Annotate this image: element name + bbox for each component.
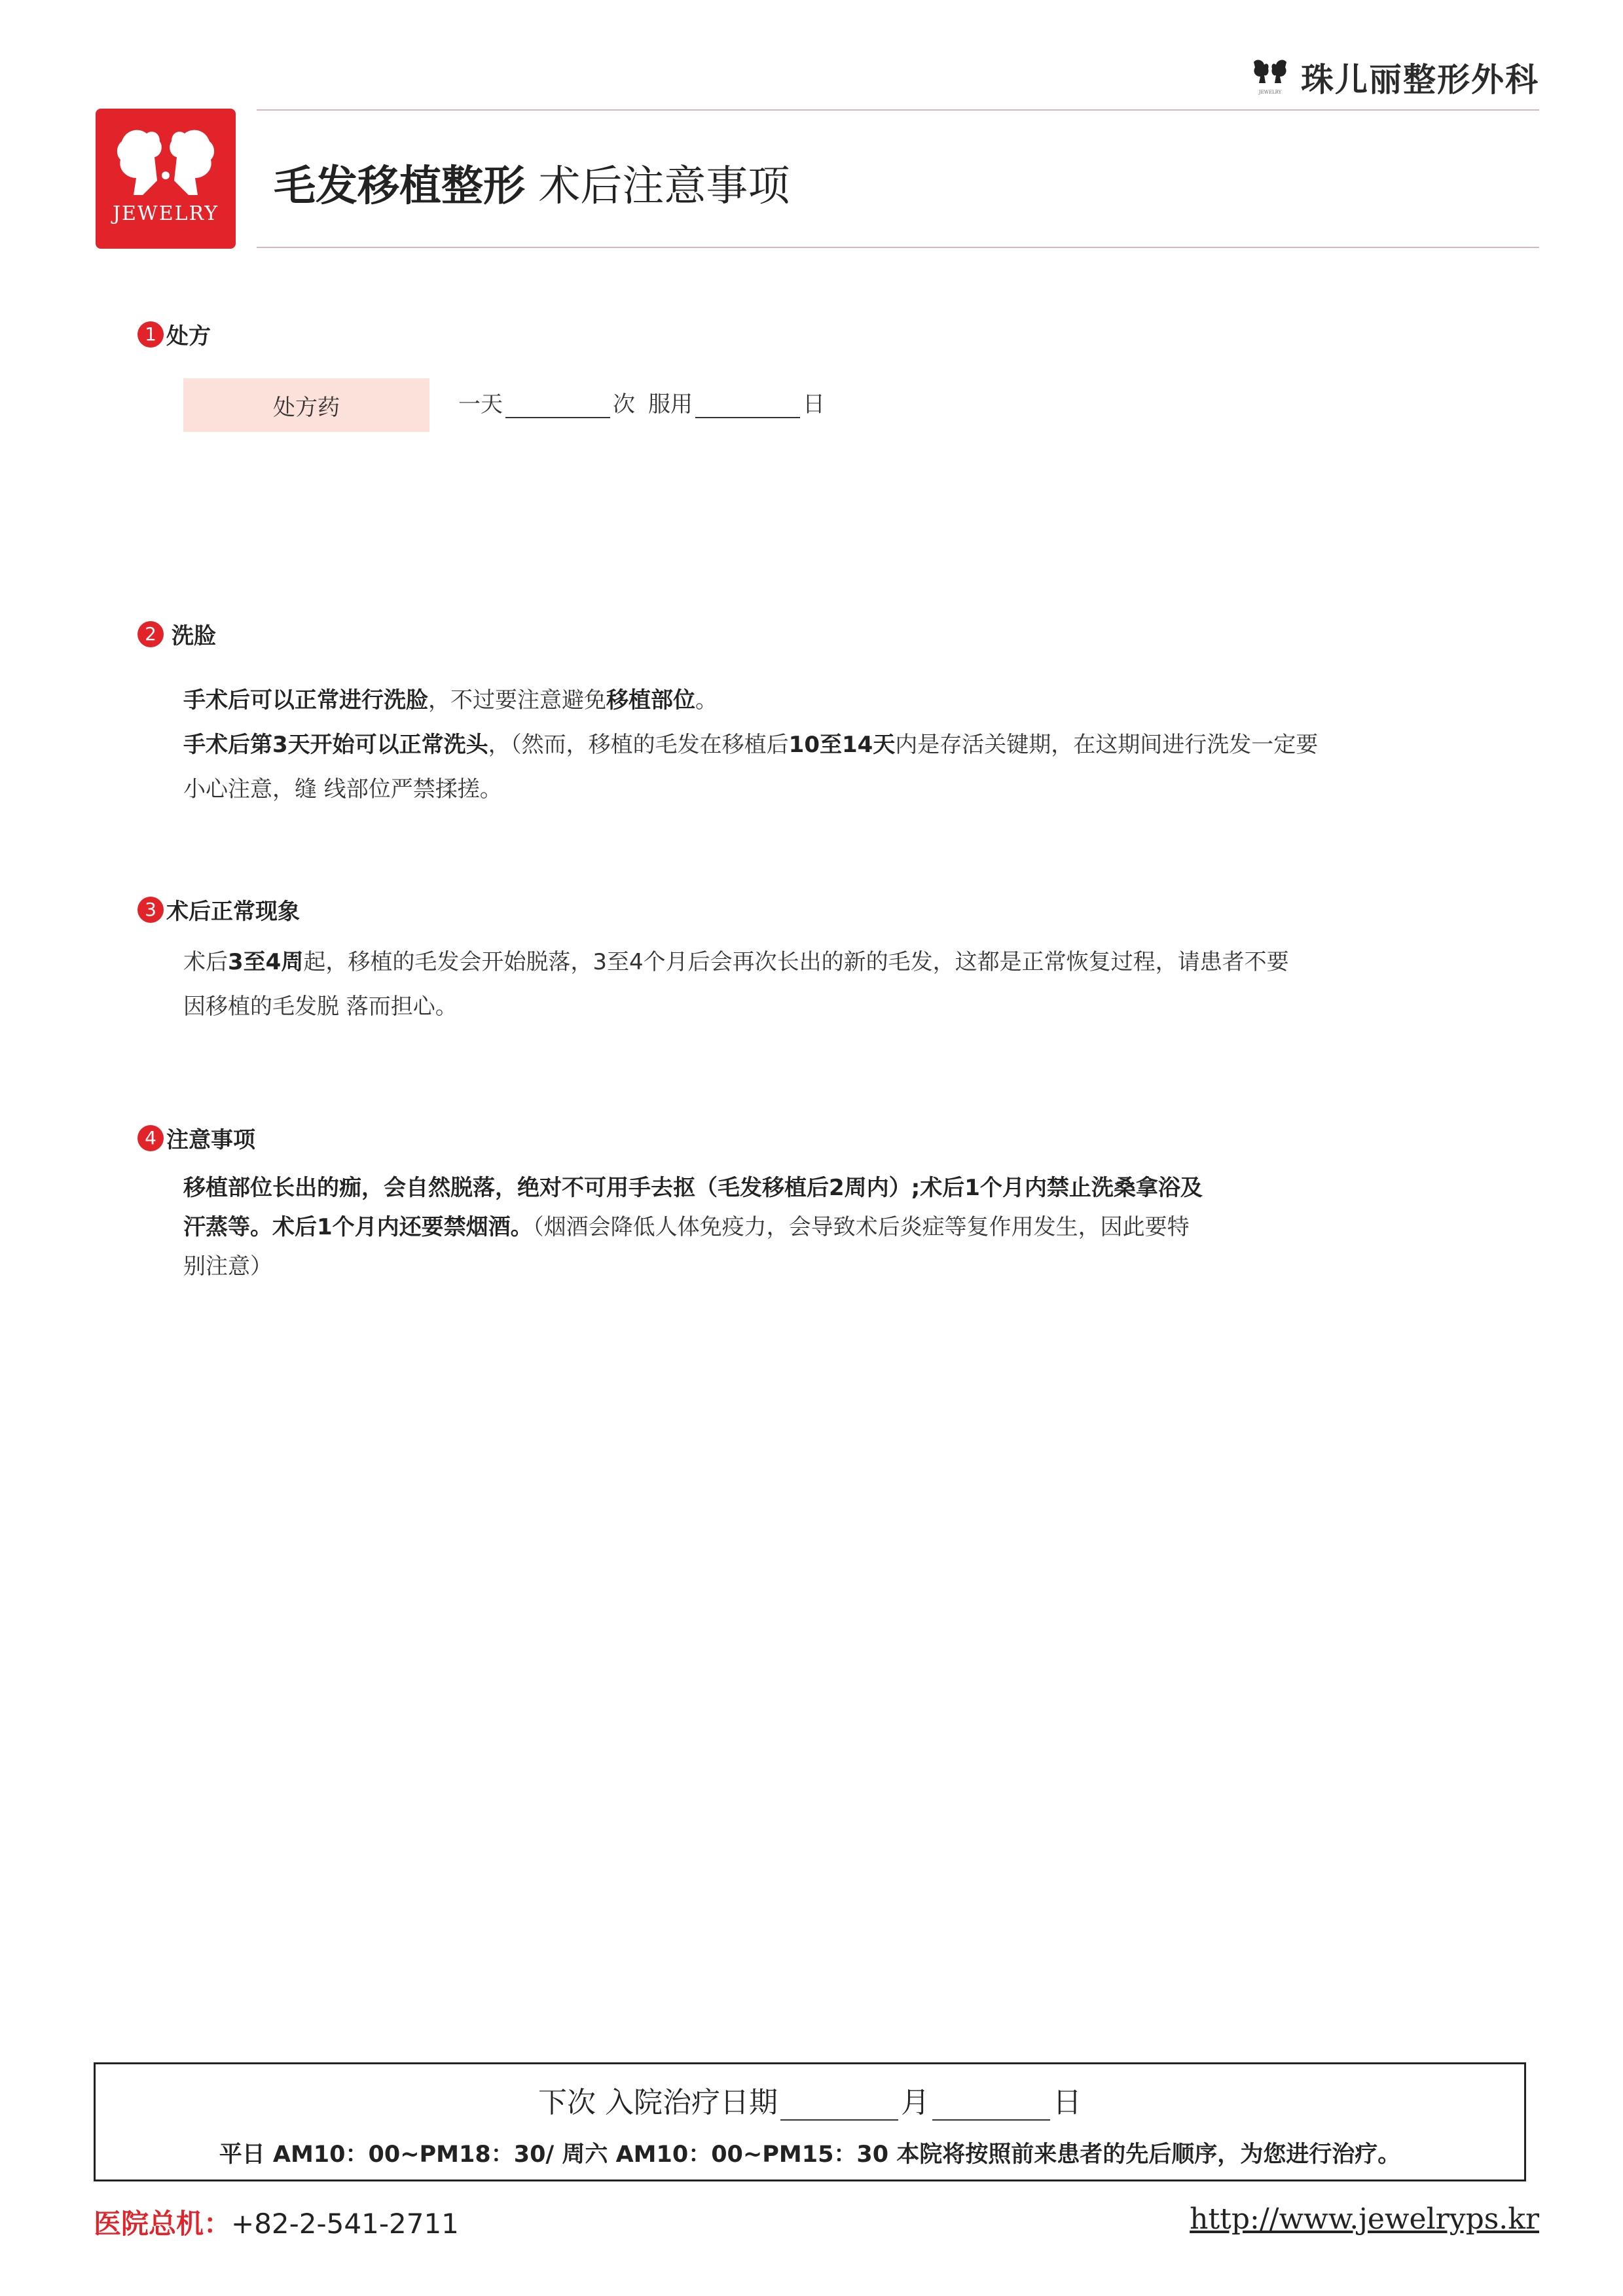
logo-text: JEWELRY: [112, 202, 219, 225]
brand-name: 珠儿丽整形外科: [1301, 61, 1539, 99]
section-title: 注意事项: [166, 1127, 255, 1153]
times-blank[interactable]: [505, 393, 610, 418]
section-number-badge: 3: [137, 897, 164, 923]
section-heading-wash: [137, 618, 216, 650]
wash-bold-3: 手术后第3天开始可以正常洗头: [183, 732, 488, 758]
wash-text-4: 内是存活关键期，在这期间进行洗发一定要: [895, 732, 1319, 758]
day-blank[interactable]: [932, 2089, 1050, 2121]
prescription-dosage-line: [458, 386, 825, 418]
days-blank[interactable]: [695, 393, 800, 418]
twin-figures-icon: [96, 115, 236, 213]
normal-text-2: 起，移植的毛发会开始脱落，3至4个月后会再次长出的新的毛发，这都是正常恢复过程，请患者不要: [303, 949, 1289, 975]
month-text: 月: [901, 2086, 930, 2119]
brand-header: [1250, 54, 1539, 101]
section-title: 处方: [166, 323, 211, 350]
footer-phone: [94, 2202, 459, 2242]
caution-line-2: [183, 1208, 1467, 1247]
phone-label: 医院总机：: [94, 2208, 232, 2240]
day-text: 日: [1053, 2086, 1082, 2119]
caution-paragraph: [183, 1168, 1467, 1286]
header-bottom-rule: [257, 247, 1539, 248]
wash-text-1: ，不过要注意避免: [428, 687, 606, 713]
prescription-label: 处方药: [183, 378, 429, 432]
phone-number[interactable]: +82-2-541-2711: [231, 2208, 459, 2240]
section-number-badge: 2: [137, 621, 164, 647]
caution-bold-1: 移植部位长出的痂，会自然脱落，绝对不可用手去抠（毛发移植后2周内）;术后1个月内禁止洗桑拿浴及: [183, 1175, 1203, 1201]
normal-line-1: [183, 940, 1467, 984]
jewelry-logo: [96, 109, 236, 249]
caution-line-1: [183, 1168, 1467, 1208]
business-hours: 平日 AM10：00~PM18：30/ 周六 AM10：00~PM15：30 本院将按照前来患者的先后顺序，为您进行治疗。: [219, 2142, 1401, 2168]
times-text: 次: [613, 391, 635, 418]
header-top-rule: [257, 109, 1539, 111]
wash-line-2: [183, 723, 1467, 767]
brand-logo-icon: [1250, 57, 1290, 98]
wash-bold-4: 10至14天: [788, 732, 896, 758]
mini-logo-text: JEWELRY: [1258, 90, 1282, 95]
title-sub: 术后注意事项: [538, 162, 790, 211]
section-number-badge: 4: [137, 1125, 164, 1151]
appointment-date-line: [96, 2079, 1524, 2121]
normal-paragraph: [183, 940, 1467, 1029]
normal-bold-1: 3至4周: [228, 949, 304, 975]
caution-bold-2: 汗蒸等。术后1个月内还要禁烟酒。: [183, 1214, 533, 1240]
section-number-badge: 1: [137, 321, 164, 348]
day-text: 日: [803, 391, 825, 418]
wash-bold-2: 移植部位: [606, 687, 695, 713]
normal-text-1: 术后: [183, 949, 228, 975]
section-heading-caution: [137, 1122, 255, 1154]
wash-line-1: [183, 678, 1467, 723]
title-main: 毛发移植整形: [274, 162, 525, 211]
wash-text-2: 。: [695, 687, 718, 713]
section-heading-prescription: [137, 318, 211, 350]
section-title: 术后正常现象: [166, 899, 300, 925]
website-link[interactable]: http://www.jewelryps.kr: [1190, 2202, 1539, 2236]
caution-text-1: （烟酒会降低人体免疫力，会导致术后炎症等复作用发生，因此要特: [532, 1214, 1190, 1240]
appointment-label: 下次 入院治疗日期: [538, 2086, 778, 2119]
wash-text-3: ，（然而，移植的毛发在移植后: [488, 732, 789, 758]
wash-line-3: 小心注意，缝 线部位严禁揉搓。: [183, 776, 502, 802]
wash-paragraph: [183, 678, 1467, 812]
take-text: 服用: [648, 391, 693, 418]
per-day-text: 一天: [458, 391, 503, 418]
month-blank[interactable]: [780, 2089, 898, 2121]
section-heading-normal: [137, 893, 300, 925]
wash-bold-1: 手术后可以正常进行洗脸: [183, 687, 428, 713]
normal-line-2: 因移植的毛发脱 落而担心。: [183, 994, 458, 1020]
appointment-box: [94, 2062, 1526, 2181]
caution-line-3: 别注意）: [183, 1253, 272, 1280]
section-title: 洗脸: [172, 623, 216, 649]
page-title: [274, 152, 790, 213]
